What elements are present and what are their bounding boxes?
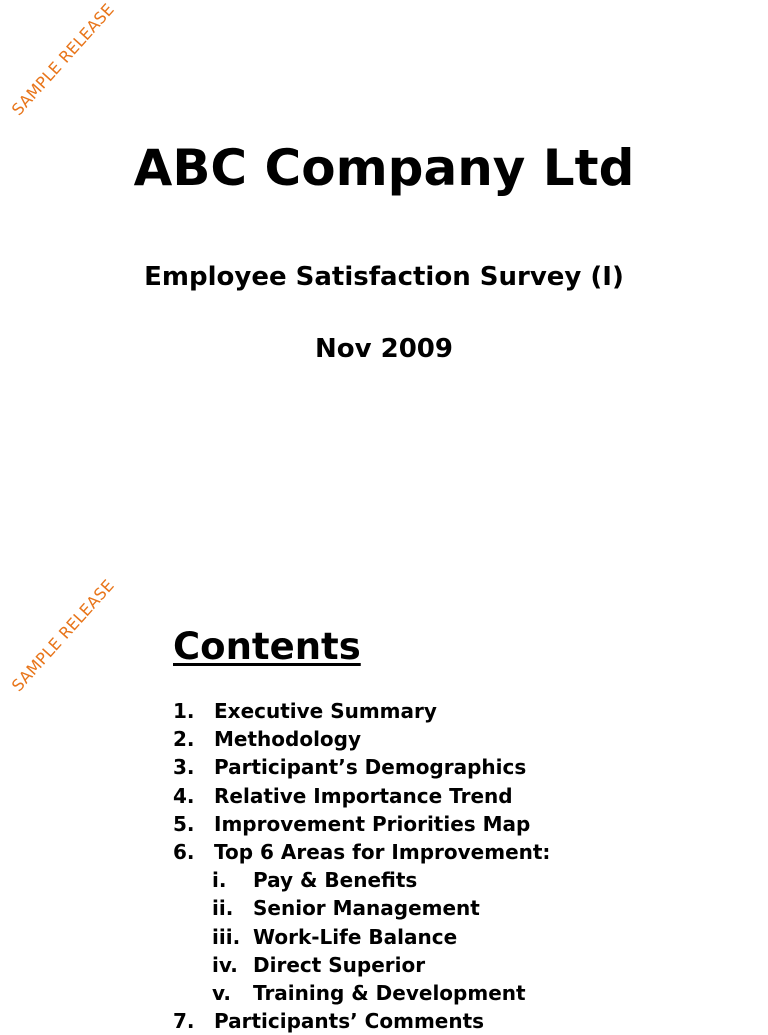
- toc-item-label: Improvement Priorities Map: [214, 811, 531, 836]
- contents-heading: Contents: [173, 625, 361, 668]
- toc-item-label: Top 6 Areas for Improvement:: [214, 840, 551, 865]
- toc-item-number: 5.: [173, 811, 195, 836]
- toc-subitem-label: Work-Life Balance: [253, 924, 458, 949]
- toc-item: [173, 753, 550, 781]
- toc-item-number: 3.: [173, 755, 195, 780]
- sample-release-watermark: SAMPLE RELEASE: [7, 0, 118, 119]
- table-of-contents: [173, 697, 550, 1035]
- toc-item-number: 7.: [173, 1009, 195, 1034]
- toc-item: [173, 725, 550, 753]
- toc-subitem-number: iv.: [212, 952, 238, 977]
- survey-date: Nov 2009: [315, 334, 453, 364]
- toc-subitem: [173, 951, 550, 979]
- toc-item-number: 4.: [173, 783, 195, 808]
- toc-item: [173, 697, 550, 725]
- toc-item-label: Methodology: [214, 727, 362, 752]
- toc-item-label: Participants’ Comments: [214, 1009, 485, 1034]
- toc-item-label: Relative Importance Trend: [214, 783, 513, 808]
- survey-title: Employee Satisfaction Survey (I): [144, 262, 624, 292]
- toc-subitem: [173, 894, 550, 922]
- toc-item-label: Executive Summary: [214, 699, 437, 723]
- toc-subitem-number: i.: [212, 868, 227, 893]
- toc-subitem-label: Direct Superior: [253, 952, 426, 977]
- toc-subitem-number: v.: [212, 981, 232, 1006]
- toc-item: [173, 1007, 550, 1035]
- toc-subitem-label: Training & Development: [253, 981, 526, 1006]
- toc-item: [173, 810, 550, 838]
- toc-subitem-number: iii.: [212, 924, 241, 949]
- sample-release-watermark: SAMPLE RELEASE: [7, 575, 118, 695]
- toc-subitem: [173, 866, 550, 894]
- toc-subitem: [173, 923, 550, 951]
- toc-item-number: 6.: [173, 840, 195, 865]
- toc-subitem-label: Senior Management: [253, 896, 480, 921]
- toc-subitem-number: ii.: [212, 896, 234, 921]
- toc-subitem-label: Pay & Benefits: [253, 868, 418, 893]
- toc-subitem: [173, 979, 550, 1007]
- toc-item-number: 1.: [173, 699, 195, 723]
- toc-item: [173, 838, 550, 866]
- toc-item-label: Participant’s Demographics: [214, 755, 527, 780]
- toc-item-number: 2.: [173, 727, 195, 752]
- toc-item: [173, 782, 550, 810]
- company-title: ABC Company Ltd: [133, 139, 635, 197]
